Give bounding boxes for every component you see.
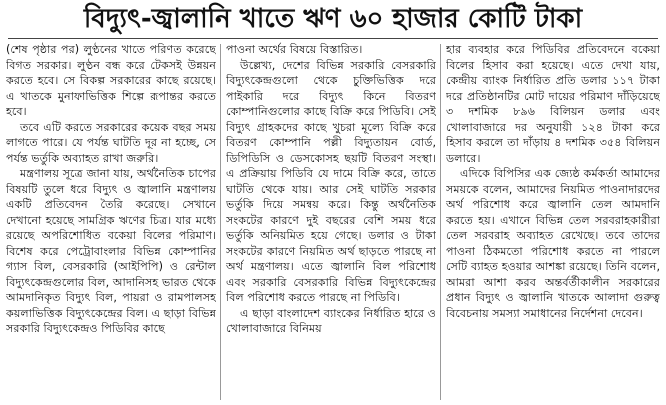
paragraph: এ ছাড়া বাংলাদেশ ব্যাংকের নির্ধারিত হারে ও খোলাবাজারে বিনিময় bbox=[226, 306, 436, 335]
column-2 bbox=[226, 42, 436, 402]
paragraph: উল্লেখ্য, দেশের বিভিন্ন সরকারি বেসরকারি বিদ্যুৎকেন্দ্রগুলো থেকে চুক্তিভিত্তিক দরে পাইকারি দরে বিদ্যুৎ কিনে বিতরণ কোম্পানিগুলোর কাছে বিক্রি করে পিডিবি। সেই বিদ্যুৎ গ্রাহকদের কাছে খুচরা মূল্যে বিক্রি করে বিতরণ কোম্পানি পল্লী বিদ্যুতায়ন বোর্ড, ডিপিডিসি ও ডেসকোসহ ছয়টি বিতরণ সংস্থা। এ প্রক্রিয়ায় পিডিবি যে দামে বিক্রি করে, তাতে ঘাটতি থেকে যায়। আর সেই ঘাটতি সরকার ভর্তুকি দিয়ে সমন্বয় করে। কিন্তু অর্থনৈতিক সংকটের কারণে দুই বছরের বেশি সময় ধরে ভর্তুকি অনিয়মিত হয়ে গেছে। ডলার ও টাকা সংকটের কারণে নিয়মিত অর্থ ছাড়তে পারছে না অর্থ মন্ত্রণালয়। এতে জ্বালানি বিল পরিশোধ এবং সরকারি বেসরকারি বিভিন্ন বিদ্যুৎকেন্দ্রের বিল পরিশোধ করতে পারছে না পিডিবি। bbox=[226, 58, 436, 304]
column-divider bbox=[220, 44, 221, 400]
paragraph: পাওনা অর্থের বিষয়ে বিস্তারিত। bbox=[226, 43, 363, 56]
headline: বিদ্যুৎ-জ্বালানি খাতে ঋণ ৬০ হাজার কোটি টাকা bbox=[83, 4, 583, 34]
headline-divider bbox=[8, 38, 658, 39]
paragraph: মন্ত্রণালয় সূত্রে জানা যায়, অর্থনৈতিক চাপের বিষয়টি তুলে ধরে বিদ্যুৎ ও জ্বালানি মন্ত্রণালয় একটি প্রতিবেদন তৈরি করেছে। সেখানে দেখানো হয়েছে সামগ্রিক ঋণের চিত্র। যার মধ্যে রয়েছে অপরিশোধিত বকেয়া বিলের পরিমাণ। বিশেষ করে পেট্রোবাংলার বিভিন্ন কোম্পানির গ্যাস বিল, বেসরকারি (আইপিপি) ও রেন্টাল বিদ্যুৎকেন্দ্রগুলোর বিল, আদানিসহ ভারত থেকে আমদানিকৃত বিদ্যুৎ বিল, পায়রা ও রামপালসহ কয়লাভিত্তিক বিদ্যুৎকেন্দ্রের বিল। এ ছাড়া বিভিন্ন সরকারি বিদ্যুৎকেন্দ্রও পিডিবির কাছে bbox=[6, 167, 216, 335]
column-3 bbox=[446, 42, 660, 402]
column-divider bbox=[440, 44, 441, 400]
paragraph: হার ব্যবহার করে পিডিবির প্রতিবেদনে বকেয়া বিলের হিসাব করা হয়েছে। এতে দেখা যায়, কেন্দ্রীয় ব্যাংক নির্ধারিত প্রতি ডলার ১১৭ টাকা দরে প্রতিষ্ঠানটির মোট দায়ের পরিমাণ দাঁড়িয়েছে ৩ দশমিক ৮৯৬ বিলিয়ন ডলার এবং খোলাবাজারে দর অনুযায়ী ১২৪ টাকা করে হিসাব করলে তা দাঁড়ায় ৪ দশমিক ৩৫৪ বিলিয়ন ডলারে। bbox=[446, 43, 660, 165]
paragraph: এদিকে বিপিসির এক জ্যেষ্ঠ কর্মকর্তা আমাদের সময়কে বলেন, আমাদের নিয়মিত পাওনাদারদের অর্থ পরিশোধ করে জ্বালানি তেল আমদানি করতে হয়। এখানে বিভিন্ন তেল সরবরাহকারীরা তেল সরবরাহ অব্যাহত রেখেছে। তবে তাদের পাওনা ঠিকমতো পরিশোধ করতে না পারলে সেটি ব্যাহত হওয়ার আশঙ্কা রয়েছে। তিনি বলেন, আমরা আশা করব অন্তর্বর্তীকালীন সরকারের প্রধান বিদ্যুৎ ও জ্বালানি খাতকে আলাদা গুরুত্ব বিবেচনায় সমস্যা সমাধানের নির্দেশনা দেবেন। bbox=[446, 167, 660, 320]
column-1 bbox=[6, 42, 216, 402]
paragraph: তবে এটি করতে সরকারের কয়েক বছর সময় লাগতে পারে। যে পর্যন্ত ঘাটতি দূর না হচ্ছে, সে পর্যন্ত ভর্তুকি অব্যাহত রাখা জরুরি। bbox=[6, 120, 216, 165]
paragraph: (শেষ পৃষ্ঠার পর) লুণ্ঠনের খাতে পরিণত করেছে বিগত সরকার। লুণ্ঠন বন্ধ করে টেকসই উন্নয়ন করতে হবে। সে বিকল্প সরকারের কাছে রয়েছে। এ খাতকে মুনাফাভিত্তিক শিল্পে রূপান্তর করতে হবে। bbox=[6, 43, 216, 118]
